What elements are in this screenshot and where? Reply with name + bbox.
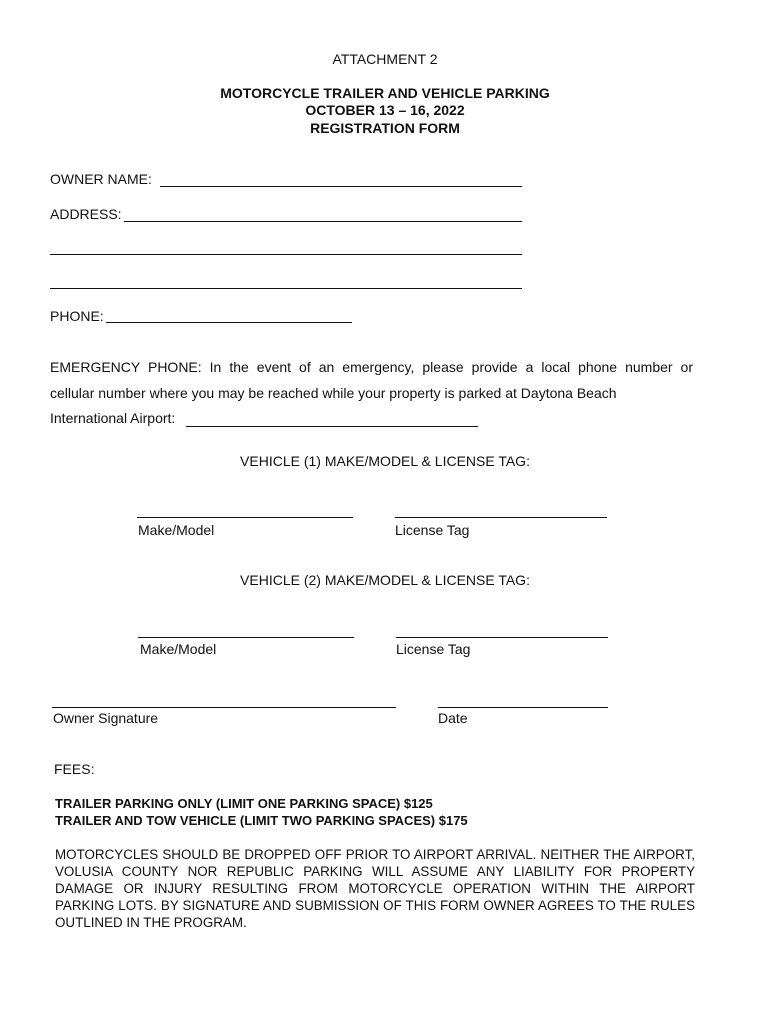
- phone-line: [106, 322, 352, 323]
- vehicle-2-make-label: Make/Model: [140, 641, 217, 657]
- event-dates: OCTOBER 13 – 16, 2022: [305, 102, 465, 118]
- address-input-line-1[interactable]: [126, 203, 520, 221]
- vehicle-2-tag-line: [396, 637, 608, 638]
- date-label: Date: [438, 710, 468, 726]
- emergency-text-line-1: EMERGENCY PHONE: In the event of an emergency, please provide a local phone number or: [50, 359, 693, 375]
- address-line-1: [124, 221, 522, 222]
- vehicle-1-make-label: Make/Model: [138, 522, 215, 538]
- emergency-phone-line: [186, 426, 478, 427]
- attachment-label: ATTACHMENT 2: [332, 51, 438, 67]
- vehicle-2-tag-input[interactable]: [398, 619, 606, 637]
- emergency-text-line-3: International Airport:: [50, 410, 176, 426]
- phone-label: PHONE:: [50, 308, 104, 324]
- phone-input[interactable]: [108, 305, 350, 323]
- owner-name-label: OWNER NAME:: [50, 171, 152, 187]
- form-title: MOTORCYCLE TRAILER AND VEHICLE PARKING: [220, 85, 550, 101]
- vehicle-1-heading: VEHICLE (1) MAKE/MODEL & LICENSE TAG:: [240, 453, 530, 469]
- owner-signature-label: Owner Signature: [53, 710, 159, 726]
- form-subtitle: REGISTRATION FORM: [310, 120, 460, 136]
- owner-signature-line: [52, 707, 396, 708]
- address-input-line-2[interactable]: [52, 236, 520, 254]
- address-line-3: [50, 288, 522, 289]
- fee-trailer-and-tow: TRAILER AND TOW VEHICLE (LIMIT TWO PARKING SPACES) $175: [55, 813, 468, 828]
- address-line-2: [50, 254, 522, 255]
- vehicle-1-make-input[interactable]: [139, 499, 351, 517]
- vehicle-1-tag-input[interactable]: [397, 499, 605, 517]
- emergency-text-line-2: cellular number where you may be reached while your property is parked at Daytona Beach: [50, 385, 617, 401]
- emergency-phone-input[interactable]: [188, 408, 476, 426]
- vehicle-1-tag-line: [395, 517, 607, 518]
- vehicle-2-heading: VEHICLE (2) MAKE/MODEL & LICENSE TAG:: [240, 572, 530, 588]
- owner-signature-input[interactable]: [54, 689, 394, 707]
- vehicle-1-make-line: [137, 517, 353, 518]
- vehicle-2-make-input[interactable]: [140, 619, 352, 637]
- date-input[interactable]: [440, 689, 606, 707]
- address-input-line-3[interactable]: [52, 270, 520, 288]
- fees-label: FEES:: [54, 761, 95, 777]
- date-line: [438, 707, 608, 708]
- address-label: ADDRESS:: [50, 206, 122, 222]
- owner-name-input[interactable]: [162, 168, 520, 186]
- owner-name-line: [160, 186, 522, 187]
- fee-trailer-only: TRAILER PARKING ONLY (LIMIT ONE PARKING SPACE) $125: [55, 796, 433, 811]
- vehicle-1-tag-label: License Tag: [395, 522, 470, 538]
- vehicle-2-tag-label: License Tag: [396, 641, 471, 657]
- vehicle-2-make-line: [138, 637, 354, 638]
- liability-disclaimer: MOTORCYCLES SHOULD BE DROPPED OFF PRIOR TO AIRPORT ARRIVAL. NEITHER THE AIRPORT, VOLUSIA COUNTY NOR REPUBLIC PARKING WILL ASSUME ANY LIABILITY FOR PROPERTY DAMAGE OR INJURY RESULTING FROM MOTORCYCLE OPERATION WITHIN THE AIRPORT PARKING LOTS. BY SIGNATURE AND SUBMISSION OF THIS FORM OWNER AGREES TO THE RULES OUTLINED IN THE PROGRAM.: [55, 847, 695, 930]
